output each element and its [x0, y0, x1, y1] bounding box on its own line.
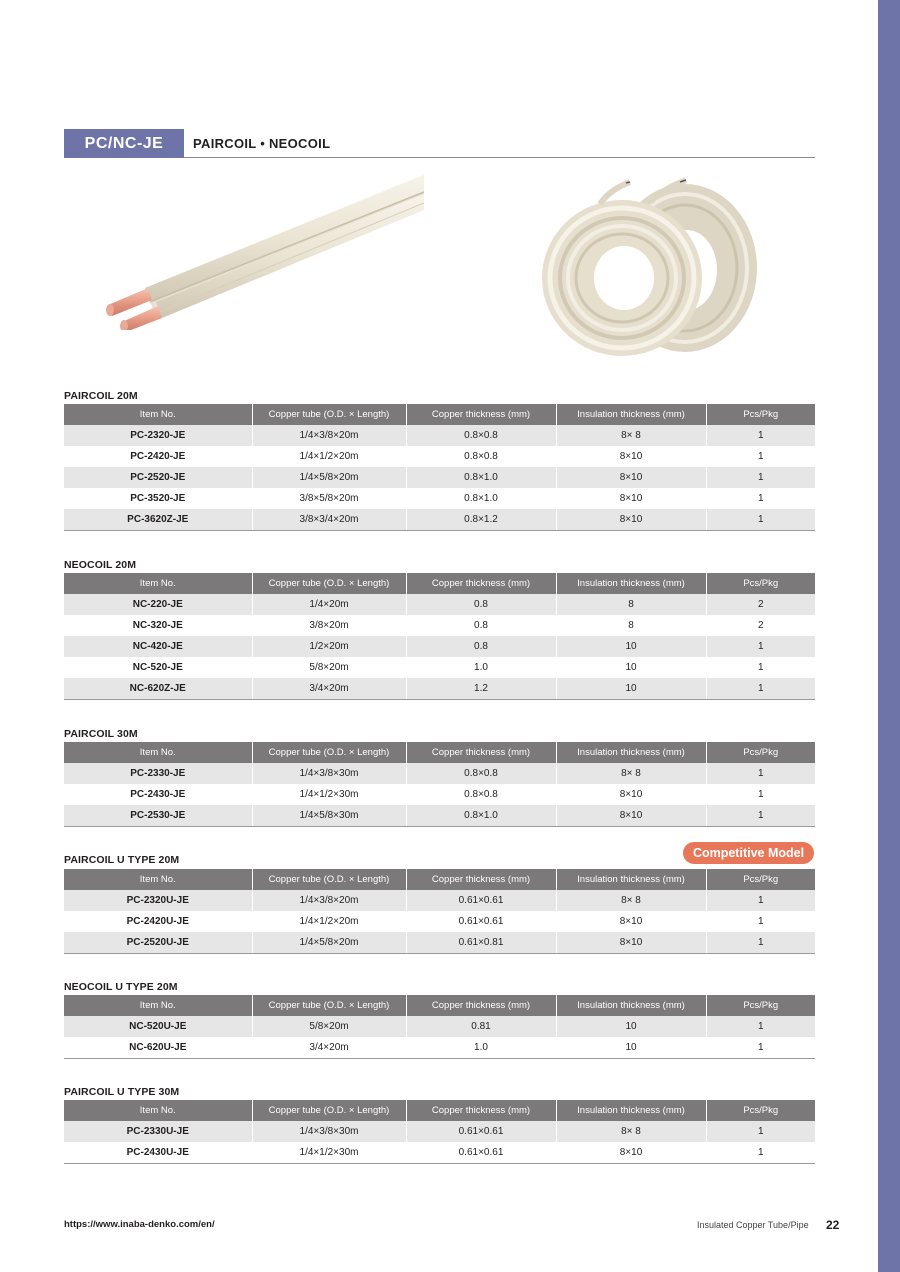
copper-tube: 1/4×5/8×30m	[252, 805, 406, 827]
pcs-pkg: 1	[706, 1121, 815, 1142]
table-header-row	[64, 404, 815, 425]
col-header-copper-tube: Copper tube (O.D. × Length)	[252, 1100, 406, 1121]
pcs-pkg: 1	[706, 1037, 815, 1059]
item-no: PC-2320-JE	[64, 425, 252, 446]
competitive-model-badge: Competitive Model	[683, 842, 814, 864]
item-no: NC-420-JE	[64, 636, 252, 657]
table-row	[64, 1037, 815, 1059]
copper-thickness: 0.8×0.8	[406, 763, 556, 784]
col-header-insulation-thickness: Insulation thickness (mm)	[556, 573, 706, 594]
table-row	[64, 911, 815, 932]
col-header-copper-tube: Copper tube (O.D. × Length)	[252, 869, 406, 890]
spec-table-paircoil-30m	[64, 742, 815, 827]
table-row	[64, 509, 815, 531]
insulation-thickness: 8×10	[556, 1142, 706, 1164]
item-no: NC-620Z-JE	[64, 678, 252, 700]
spec-table-neocoil-u-type-20m	[64, 995, 815, 1059]
col-header-pcs-pkg: Pcs/Pkg	[706, 869, 815, 890]
copper-tube: 1/2×20m	[252, 636, 406, 657]
col-header-copper-thickness: Copper thickness (mm)	[406, 742, 556, 763]
copper-tube: 1/4×1/2×30m	[252, 1142, 406, 1164]
copper-thickness: 1.0	[406, 1037, 556, 1059]
insulation-thickness: 8×10	[556, 488, 706, 509]
table-row	[64, 615, 815, 636]
item-no: PC-3620Z-JE	[64, 509, 252, 531]
spec-table-neocoil-20m	[64, 573, 815, 700]
copper-tube: 1/4×1/2×20m	[252, 911, 406, 932]
section-title: PAIRCOIL U TYPE 20M	[64, 854, 180, 866]
col-header-copper-thickness: Copper thickness (mm)	[406, 995, 556, 1016]
copper-tube: 1/4×3/8×20m	[252, 890, 406, 911]
copper-tube: 1/4×3/8×30m	[252, 763, 406, 784]
item-no: PC-2420-JE	[130, 451, 186, 462]
pcs-pkg: 1	[706, 784, 815, 805]
copper-thickness: 0.81	[406, 1016, 556, 1037]
side-color-bar	[878, 0, 900, 1272]
item-no: PC-2420U-JE	[126, 916, 189, 927]
section-title: PAIRCOIL 30M	[64, 728, 138, 740]
col-header-item-no: Item No.	[64, 573, 252, 594]
copper-tube: 1/4×1/2×30m	[252, 784, 406, 805]
footer-url[interactable]: https://www.inaba-denko.com/en/	[64, 1219, 215, 1230]
spec-table-paircoil-u-type-20m	[64, 869, 815, 954]
insulation-thickness: 8	[556, 615, 706, 636]
item-no: PC-2530-JE	[64, 805, 252, 827]
insulation-thickness: 8× 8	[556, 1121, 706, 1142]
col-header-item-no: Item No.	[64, 742, 252, 763]
insulation-thickness: 10	[556, 1037, 706, 1059]
series-title: PAIRCOIL • NEOCOIL	[193, 136, 331, 151]
item-no: NC-520U-JE	[64, 1016, 252, 1037]
insulation-thickness: 8×10	[556, 805, 706, 827]
copper-tube: 3/4×20m	[252, 1037, 406, 1059]
insulation-thickness: 10	[556, 678, 706, 700]
table-header-row	[64, 1100, 815, 1121]
col-header-pcs-pkg: Pcs/Pkg	[706, 995, 815, 1016]
table-row	[64, 1016, 815, 1037]
coil-photo	[530, 174, 770, 366]
col-header-copper-thickness: Copper thickness (mm)	[406, 404, 556, 425]
copper-thickness: 0.8×0.8	[406, 446, 556, 467]
item-no: NC-320-JE	[132, 620, 183, 631]
insulation-thickness: 8× 8	[556, 890, 706, 911]
copper-thickness: 1.0	[406, 657, 556, 678]
item-no: PC-3520-JE	[130, 493, 186, 504]
col-header-insulation-thickness: Insulation thickness (mm)	[556, 742, 706, 763]
item-no: PC-2430-JE	[130, 789, 186, 800]
table-row	[64, 425, 815, 446]
spec-table-paircoil-u-type-30m	[64, 1100, 815, 1164]
col-header-copper-tube: Copper tube (O.D. × Length)	[252, 404, 406, 425]
table-row	[64, 636, 815, 657]
col-header-copper-tube: Copper tube (O.D. × Length)	[252, 742, 406, 763]
insulation-thickness: 8×10	[556, 932, 706, 954]
copper-thickness: 0.8	[406, 594, 556, 615]
section-title: NEOCOIL U TYPE 20M	[64, 981, 178, 993]
pcs-pkg: 1	[706, 805, 815, 827]
table-row	[64, 805, 815, 827]
page-header	[64, 129, 815, 159]
insulation-thickness: 8× 8	[556, 425, 706, 446]
item-no: PC-2320U-JE	[64, 890, 252, 911]
col-header-pcs-pkg: Pcs/Pkg	[706, 742, 815, 763]
pcs-pkg: 1	[706, 467, 815, 488]
pcs-pkg: 1	[706, 678, 815, 700]
col-header-insulation-thickness: Insulation thickness (mm)	[556, 1100, 706, 1121]
item-no: NC-220-JE	[64, 594, 252, 615]
col-header-copper-thickness: Copper thickness (mm)	[406, 1100, 556, 1121]
copper-thickness: 0.61×0.61	[406, 1142, 556, 1164]
col-header-insulation-thickness: Insulation thickness (mm)	[556, 995, 706, 1016]
copper-tube: 5/8×20m	[252, 657, 406, 678]
table-row	[64, 1142, 815, 1164]
pair-tube-photo	[100, 170, 430, 330]
pcs-pkg: 1	[706, 636, 815, 657]
table-row	[64, 594, 815, 615]
insulation-thickness: 8×10	[556, 911, 706, 932]
copper-thickness: 0.8	[406, 636, 556, 657]
insulation-thickness: 8×10	[556, 509, 706, 531]
insulation-thickness: 8	[556, 594, 706, 615]
page-number: 22	[826, 1218, 840, 1232]
product-code: PC/NC-JE	[64, 129, 184, 158]
item-no: NC-620U-JE	[64, 1037, 252, 1059]
col-header-pcs-pkg: Pcs/Pkg	[706, 1100, 815, 1121]
header-divider	[184, 157, 815, 158]
item-no: NC-520-JE	[132, 662, 183, 673]
col-header-copper-thickness: Copper thickness (mm)	[406, 869, 556, 890]
item-no: PC-2330-JE	[64, 763, 252, 784]
pcs-pkg: 1	[706, 657, 815, 678]
copper-thickness: 0.8×0.8	[406, 784, 556, 805]
copper-tube: 3/4×20m	[252, 678, 406, 700]
copper-thickness: 0.61×0.61	[406, 1121, 556, 1142]
table-row	[64, 488, 815, 509]
pcs-pkg: 2	[706, 615, 815, 636]
pcs-pkg: 1	[706, 890, 815, 911]
copper-thickness: 0.8×1.0	[406, 488, 556, 509]
table-row	[64, 467, 815, 488]
copper-tube: 1/4×5/8×20m	[252, 467, 406, 488]
copper-thickness: 1.2	[406, 678, 556, 700]
item-no: PC-2520-JE	[64, 467, 252, 488]
table-row	[64, 784, 815, 805]
pcs-pkg: 1	[706, 932, 815, 954]
table-header-row	[64, 742, 815, 763]
item-no: PC-2330U-JE	[64, 1121, 252, 1142]
table-header-row	[64, 573, 815, 594]
pcs-pkg: 1	[706, 509, 815, 531]
pcs-pkg: 1	[706, 911, 815, 932]
insulation-thickness: 8×10	[556, 446, 706, 467]
table-row	[64, 678, 815, 700]
copper-tube: 3/8×3/4×20m	[252, 509, 406, 531]
col-header-pcs-pkg: Pcs/Pkg	[706, 573, 815, 594]
col-header-item-no: Item No.	[64, 869, 252, 890]
copper-thickness: 0.61×0.61	[406, 890, 556, 911]
col-header-copper-thickness: Copper thickness (mm)	[406, 573, 556, 594]
insulation-thickness: 8×10	[556, 784, 706, 805]
table-row	[64, 890, 815, 911]
pcs-pkg: 1	[706, 1142, 815, 1164]
item-no: PC-2520U-JE	[64, 932, 252, 954]
copper-thickness: 0.8×1.0	[406, 467, 556, 488]
copper-thickness: 0.8×1.0	[406, 805, 556, 827]
insulation-thickness: 10	[556, 657, 706, 678]
copper-tube: 1/4×3/8×30m	[252, 1121, 406, 1142]
col-header-item-no: Item No.	[64, 995, 252, 1016]
copper-tube: 1/4×20m	[252, 594, 406, 615]
item-no: PC-2430U-JE	[64, 1142, 252, 1164]
col-header-insulation-thickness: Insulation thickness (mm)	[556, 869, 706, 890]
pcs-pkg: 1	[706, 446, 815, 467]
copper-thickness: 0.8×0.8	[406, 425, 556, 446]
col-header-item-no: Item No.	[64, 1100, 252, 1121]
col-header-pcs-pkg: Pcs/Pkg	[706, 404, 815, 425]
table-row	[64, 1121, 815, 1142]
pcs-pkg: 1	[706, 425, 815, 446]
insulation-thickness: 8× 8	[556, 763, 706, 784]
insulation-thickness: 10	[556, 636, 706, 657]
table-row	[64, 657, 815, 678]
pcs-pkg: 1	[706, 1016, 815, 1037]
copper-tube: 3/8×5/8×20m	[252, 488, 406, 509]
pcs-pkg: 1	[706, 488, 815, 509]
col-header-insulation-thickness: Insulation thickness (mm)	[556, 404, 706, 425]
table-row	[64, 763, 815, 784]
pcs-pkg: 1	[706, 763, 815, 784]
copper-tube: 1/4×3/8×20m	[252, 425, 406, 446]
copper-tube: 3/8×20m	[252, 615, 406, 636]
table-row	[64, 446, 815, 467]
col-header-copper-tube: Copper tube (O.D. × Length)	[252, 573, 406, 594]
insulation-thickness: 8×10	[556, 467, 706, 488]
table-header-row	[64, 995, 815, 1016]
col-header-item-no: Item No.	[64, 404, 252, 425]
copper-tube: 5/8×20m	[252, 1016, 406, 1037]
section-title: PAIRCOIL U TYPE 30M	[64, 1086, 180, 1098]
section-title: NEOCOIL 20M	[64, 559, 137, 571]
copper-thickness: 0.61×0.81	[406, 932, 556, 954]
copper-thickness: 0.61×0.61	[406, 911, 556, 932]
table-header-row	[64, 869, 815, 890]
table-row	[64, 932, 815, 954]
col-header-copper-tube: Copper tube (O.D. × Length)	[252, 995, 406, 1016]
copper-tube: 1/4×5/8×20m	[252, 932, 406, 954]
copper-thickness: 0.8	[406, 615, 556, 636]
section-title: PAIRCOIL 20M	[64, 390, 138, 402]
footer-category-label: Insulated Copper Tube/Pipe	[697, 1220, 809, 1230]
insulation-thickness: 10	[556, 1016, 706, 1037]
pcs-pkg: 2	[706, 594, 815, 615]
copper-tube: 1/4×1/2×20m	[252, 446, 406, 467]
copper-thickness: 0.8×1.2	[406, 509, 556, 531]
spec-table-paircoil-20m	[64, 404, 815, 531]
